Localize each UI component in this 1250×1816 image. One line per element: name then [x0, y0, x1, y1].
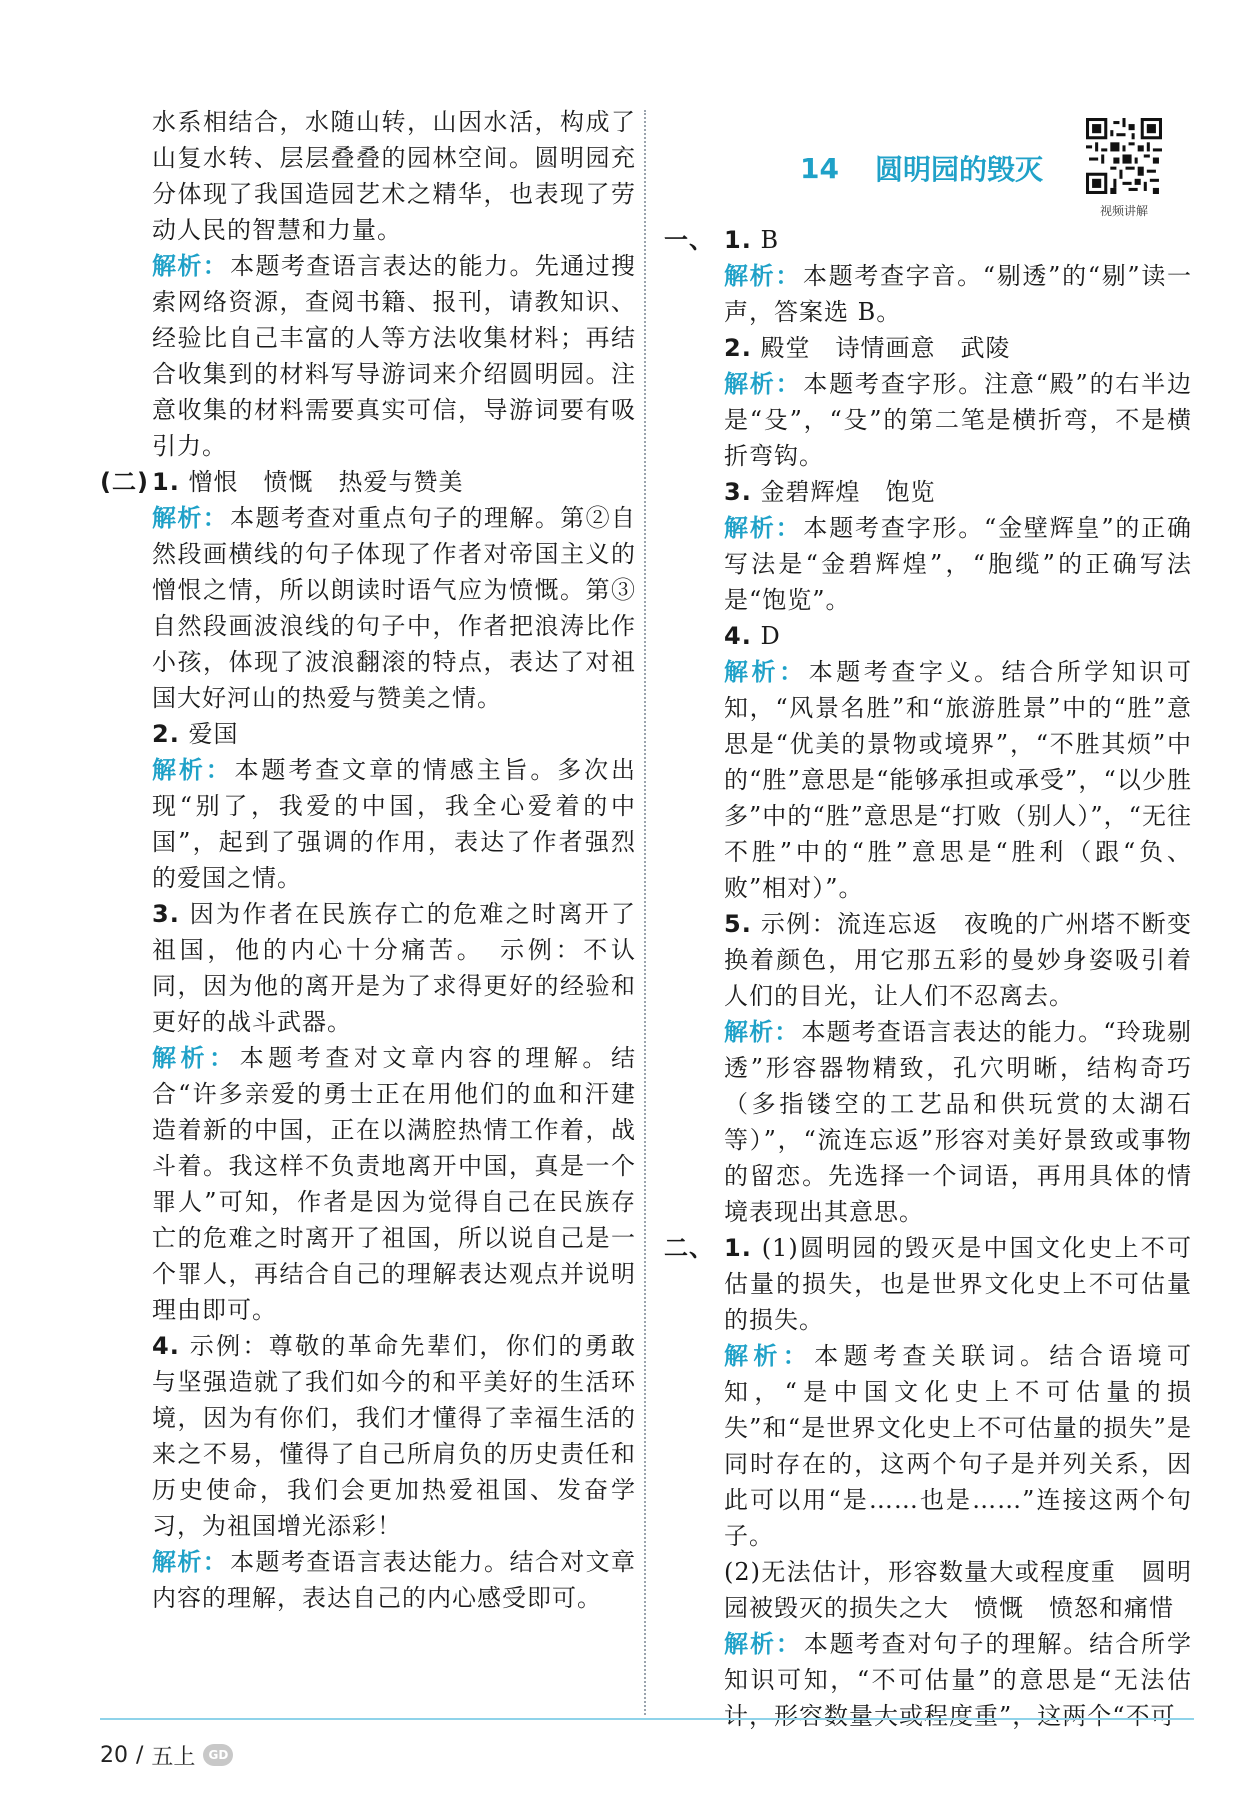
a5-analysis [672, 1014, 1192, 1230]
q2-number: 2. [152, 720, 180, 748]
b1-answer-text: (1)圆明园的毁灭是中国文化史上不可估量的损失，也是世界文化史上不可估量的损失。 [724, 1234, 1192, 1334]
b1-number: 1. [724, 1234, 752, 1262]
analysis-text: 本题考查语言表达的能力。先通过搜索网络资源，查阅书籍、报刊，请教知识、经验比自己丰富的人等方法收集材料；再结合收集到的材料写导游词来介绍圆明园。注意收集的材料需要真实可信，导游词要有吸引力。 [152, 252, 637, 460]
a1-answer-text: B [760, 226, 780, 254]
a4-answer [672, 618, 1192, 654]
q1-analysis [100, 500, 636, 716]
q3-analysis [100, 1040, 636, 1328]
q4-analysis [100, 1544, 636, 1616]
analysis-label: 解析： [724, 1342, 813, 1370]
a4-analysis [672, 654, 1192, 906]
intro-analysis [100, 248, 636, 464]
analysis-label: 解析： [724, 514, 802, 542]
b1-analysis [672, 1338, 1192, 1554]
lesson-title-text: 圆明园的毁灭 [874, 153, 1043, 186]
left-column [100, 104, 636, 1616]
a5-answer [672, 906, 1192, 1014]
analysis-label: 解析： [724, 1630, 802, 1658]
a2-answer-text: 殿堂 诗情画意 武陵 [760, 334, 1011, 362]
analysis-text: 本题考查字形。注意“殿”的右半边是“殳”，“殳”的第二笔是横折弯，不是横折弯钩。 [724, 370, 1193, 470]
analysis-label: 解析： [724, 658, 807, 686]
a4-answer-text: D [760, 622, 781, 650]
a1-analysis [672, 258, 1192, 330]
q2-answer-text: 爱国 [188, 720, 239, 748]
analysis-label: 解析： [152, 504, 229, 532]
analysis-text: 本题考查字形。“金壁辉皇”的正确写法是“金碧辉煌”，“胞缆”的正确写法是“饱览”。 [724, 514, 1193, 614]
a3-answer-text: 金碧辉煌 饱览 [760, 478, 936, 506]
a2-analysis [672, 366, 1192, 474]
right-column [664, 222, 1193, 1734]
q2-answer [100, 716, 636, 752]
analysis-text: 本题考查字义。结合所学知识可知，“风景名胜”和“旅游胜景”中的“胜”意思是“优美的景物或境界”，“不胜其烦”中的“胜”意思是“能够承担或承受”，“以少胜多”中的“胜”意思是“打败（别人）”，“无往不胜”中的“胜”意思是“胜利（跟“负、败”相对）”。 [724, 658, 1192, 902]
q1-answer-text: 憎恨 愤慨 热爱与赞美 [188, 468, 464, 496]
a3-analysis [672, 510, 1192, 618]
lesson-title [800, 146, 1043, 190]
q1-number: 1. [152, 468, 180, 496]
analysis-text: 本题考查对文章内容的理解。结合“许多亲爱的勇士正在用他们的血和汗建造着新的中国，正在以满腔热情工作着，战斗着。我这样不负责地离开中国，真是一个罪人”可知，作者是因为觉得自己在民族存亡的危难之时离开了祖国，所以说自己是一个罪人，再结合自己的理解表达观点并说明理由即可。 [152, 1044, 636, 1324]
column-divider [644, 110, 646, 1715]
b1-part2-answer: (2)无法估计，形容数量大或程度重 圆明园被毁灭的损失之大 愤慨 愤怒和痛惜 [724, 1558, 1192, 1622]
a5-answer-text: 示例：流连忘返 夜晚的广州塔不断变换着颜色，用它那五彩的曼妙身姿吸引着人们的目光，让人们不忍离去。 [724, 910, 1192, 1010]
a2-number: 2. [724, 334, 752, 362]
footer-separator: / [136, 1742, 144, 1768]
analysis-label: 解析： [152, 1044, 238, 1072]
a2-answer [672, 330, 1192, 366]
q3-answer-text: 因为作者在民族存亡的危难之时离开了祖国，他的内心十分痛苦。 示例：不认同，因为他的离开是为了求得更好的经验和更好的战斗武器。 [152, 900, 637, 1036]
q4-answer-text: 示例：尊敬的革命先辈们，你们的勇敢与坚强造就了我们如今的和平美好的生活环境，因为有你们，我们才懂得了幸福生活的来之不易，懂得了自己所肩负的历史责任和历史使命，我们会更加热爱祖国、发奋学习，为祖国增光添彩！ [152, 1332, 637, 1540]
grade-label: 五上 [151, 1744, 196, 1770]
qr-caption: 视频讲解 [1099, 204, 1148, 218]
lesson-number: 14 [800, 151, 839, 185]
a1-answer [664, 222, 1192, 258]
qr-code-icon[interactable] [1086, 118, 1162, 194]
a5-number: 5. [724, 910, 752, 938]
q2-analysis [100, 752, 636, 896]
page-number: 20 [100, 1742, 128, 1768]
analysis-label: 解析： [724, 1018, 800, 1046]
analysis-text: 本题考查文章的情感主旨。多次出现“别了，我爱的中国，我全心爱着的中国”，起到了强调的作用，表达了作者强烈的爱国之情。 [152, 756, 637, 892]
gd-badge-icon: GD [203, 1744, 233, 1766]
analysis-label: 解析： [152, 252, 229, 280]
analysis-label: 解析： [724, 262, 802, 290]
q4-number: 4. [152, 1332, 180, 1360]
footer-divider [100, 1718, 1194, 1720]
b1-answer [664, 1230, 1192, 1338]
section-2-label: 二、 [664, 1234, 714, 1262]
analysis-text: 本题考查对句子的理解。结合所学知识可知，“不可估量”的意思是“无法估计，形容数量大或程度重”，这两个“不可 [724, 1630, 1193, 1730]
analysis-text: 本题考查语言表达的能力。“玲珑剔透”形容器物精致，孔穴明晰，结构奇巧（多指镂空的工艺品和供玩赏的太湖石等）”，“流连忘返”形容对美好景致或事物的留恋。先选择一个词语，再用具体的情境表现出其意思。 [724, 1018, 1192, 1226]
section-2-label: (二) [100, 468, 149, 496]
a4-number: 4. [724, 622, 752, 650]
q3-number: 3. [152, 900, 180, 928]
intro-answer: 水系相结合，水随山转，山因水活，构成了山复水转、层层叠叠的园林空间。圆明园充分体现了我国造园艺术之精华，也表现了劳动人民的智慧和力量。 [152, 108, 636, 244]
analysis-text: 本题考查字音。“剔透”的“剔”读一声，答案选 B。 [724, 262, 1193, 326]
analysis-text: 本题考查对重点句子的理解。第②自然段画横线的句子体现了作者对帝国主义的憎恨之情，所以朗读时语气应为愤慨。第③自然段画波浪线的句子中，作者把浪涛比作小孩，体现了波浪翻滚的特点，表达了对祖国大好河山的热爱与赞美之情。 [152, 504, 637, 712]
analysis-text: 本题考查关联词。结合语境可知，“是中国文化史上不可估量的损失”和“是世界文化史上不可估量的损失”是同时存在的，这两个句子是并列关系，因此可以用“是……也是……”连接这两个句子。 [724, 1342, 1193, 1550]
q3-answer [100, 896, 636, 1040]
q4-answer [100, 1328, 636, 1544]
analysis-label: 解析： [724, 370, 802, 398]
page-footer [100, 1740, 233, 1770]
a1-number: 1. [724, 226, 752, 254]
analysis-text: 本题考查语言表达能力。结合对文章内容的理解，表达自己的内心感受即可。 [152, 1548, 637, 1612]
analysis-label: 解析： [152, 756, 233, 784]
a3-answer [672, 474, 1192, 510]
analysis-label: 解析： [152, 1548, 229, 1576]
q1-answer [100, 464, 636, 500]
section-1-label: 一、 [664, 226, 714, 254]
a3-number: 3. [724, 478, 752, 506]
